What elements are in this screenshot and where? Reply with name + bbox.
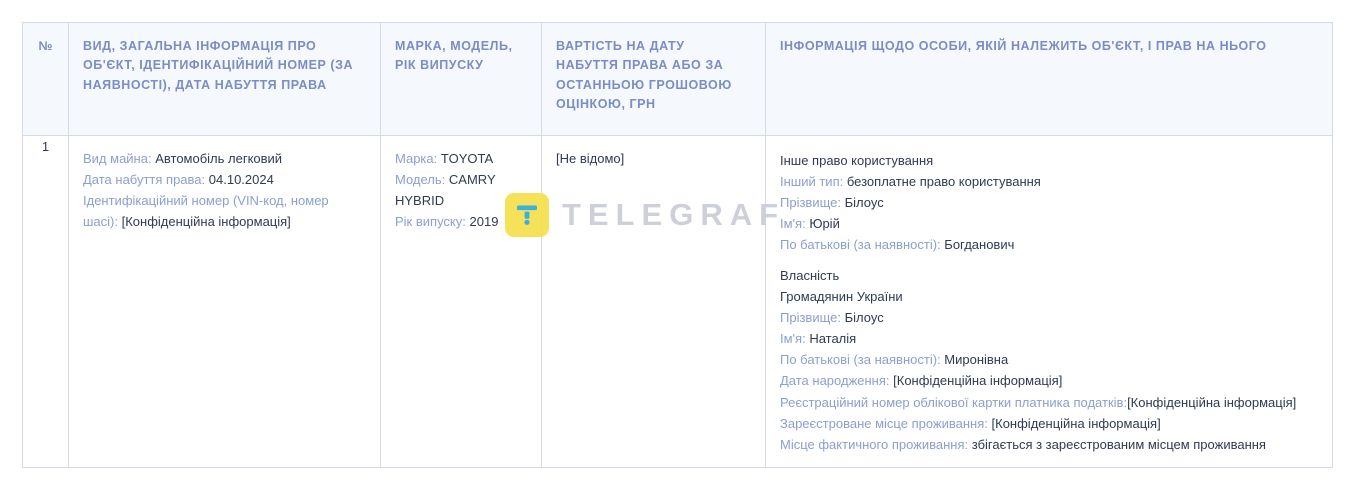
field-label: Дата народження: (780, 373, 890, 389)
field-line (780, 328, 1318, 349)
field-value: [Конфіденційна інформація] (893, 373, 1063, 389)
field-value: безоплатне право користування (846, 174, 1041, 190)
field-label: Інший тип: (780, 174, 844, 190)
cell-object-kind (69, 136, 381, 468)
cell-object-value: [Не відомо] (542, 136, 766, 468)
field-line (395, 148, 527, 169)
watermark-text: TELEGRAF (562, 197, 786, 232)
table-row (23, 136, 1333, 468)
field-label: Вид майна: (83, 151, 152, 166)
field-label: Прізвище: (780, 310, 841, 326)
field-value: Власність (780, 268, 840, 284)
field-line (395, 211, 527, 232)
column-header-owner: ІНФОРМАЦІЯ ЩОДО ОСОБИ, ЯКІЙ НАЛЕЖИТЬ ОБ'ЄКТ, І ПРАВ НА НЬОГО (766, 23, 1333, 136)
field-value: CAMRY HYBRID (395, 172, 496, 209)
field-label: Модель: (395, 172, 446, 188)
field-label: Реєстраційний номер облікової картки платника податків: (780, 394, 1128, 410)
field-line (780, 413, 1318, 434)
block-separator (780, 255, 1318, 265)
field-line (780, 307, 1318, 328)
field-label: Місце фактичного проживання: (780, 436, 969, 452)
field-value: Білоус (844, 195, 884, 211)
field-value: Юрій (809, 216, 840, 232)
field-value: TOYOTA (440, 151, 494, 166)
field-value: [Конфіденційна інформація] (121, 214, 291, 230)
field-label: Ім'я: (780, 216, 806, 232)
field-line (780, 265, 1318, 286)
field-label: Рік випуску: (395, 214, 466, 230)
cell-brand-model (381, 136, 542, 468)
field-value: 2019 (469, 214, 499, 230)
cell-owner-info (766, 136, 1333, 468)
table-header-row (23, 23, 1333, 136)
field-value: Білоус (844, 310, 884, 326)
field-value: Автомобіль легковий (155, 151, 283, 166)
field-label: Прізвище: (780, 195, 841, 211)
field-value: збігається з зареєстрованим місцем проживання (971, 436, 1266, 452)
field-value: Громадянин України (780, 289, 903, 305)
field-value: Наталія (809, 331, 857, 347)
field-line (780, 434, 1318, 455)
field-line (780, 392, 1318, 413)
field-line (83, 148, 366, 169)
field-value: 04.10.2024 (208, 172, 274, 188)
field-label: Ідентифікаційний номер (VIN-код, номер шасі): (83, 193, 329, 230)
field-value: [Конфіденційна інформація] (991, 415, 1161, 431)
cell-row-number: 1 (23, 136, 69, 468)
field-label: Марка: (395, 151, 438, 166)
field-label: Зареєстроване місце проживання: (780, 415, 988, 431)
table-body (23, 136, 1333, 468)
field-line (780, 192, 1318, 213)
field-value: Інше право користування (780, 153, 934, 168)
field-label: По батькові (за наявності): (780, 237, 941, 253)
field-label: По батькові (за наявності): (780, 352, 941, 368)
field-value: [Конфіденційна інформація] (1127, 394, 1297, 410)
field-line (780, 234, 1318, 255)
field-line (780, 213, 1318, 234)
field-line (780, 171, 1318, 192)
owner-ownership-block (780, 265, 1318, 454)
field-line (83, 190, 366, 232)
declaration-table (22, 22, 1333, 468)
field-line (780, 286, 1318, 307)
field-line (395, 169, 527, 211)
field-value: Миронівна (944, 352, 1009, 368)
field-value: Богданович (944, 237, 1015, 253)
field-line (780, 349, 1318, 370)
field-line (780, 150, 1318, 171)
column-header-value: ВАРТІСТЬ НА ДАТУ НАБУТТЯ ПРАВА АБО ЗА ОСТАННЬОЮ ГРОШОВОЮ ОЦІНКОЮ, ГРН (542, 23, 766, 136)
owner-right-block (780, 150, 1318, 255)
column-header-number: № (23, 23, 69, 136)
field-line (83, 169, 366, 190)
field-label: Дата набуття права: (83, 172, 206, 188)
field-label: Ім'я: (780, 331, 806, 347)
table-header (23, 23, 1333, 136)
column-header-kind: ВИД, ЗАГАЛЬНА ІНФОРМАЦІЯ ПРО ОБ'ЄКТ, ІДЕНТИФІКАЦІЙНИЙ НОМЕР (ЗА НАЯВНОСТІ), ДАТА НАБУТТЯ ПРАВА (69, 23, 381, 136)
column-header-brand: МАРКА, МОДЕЛЬ, РІК ВИПУСКУ (381, 23, 542, 136)
field-line (780, 370, 1318, 391)
